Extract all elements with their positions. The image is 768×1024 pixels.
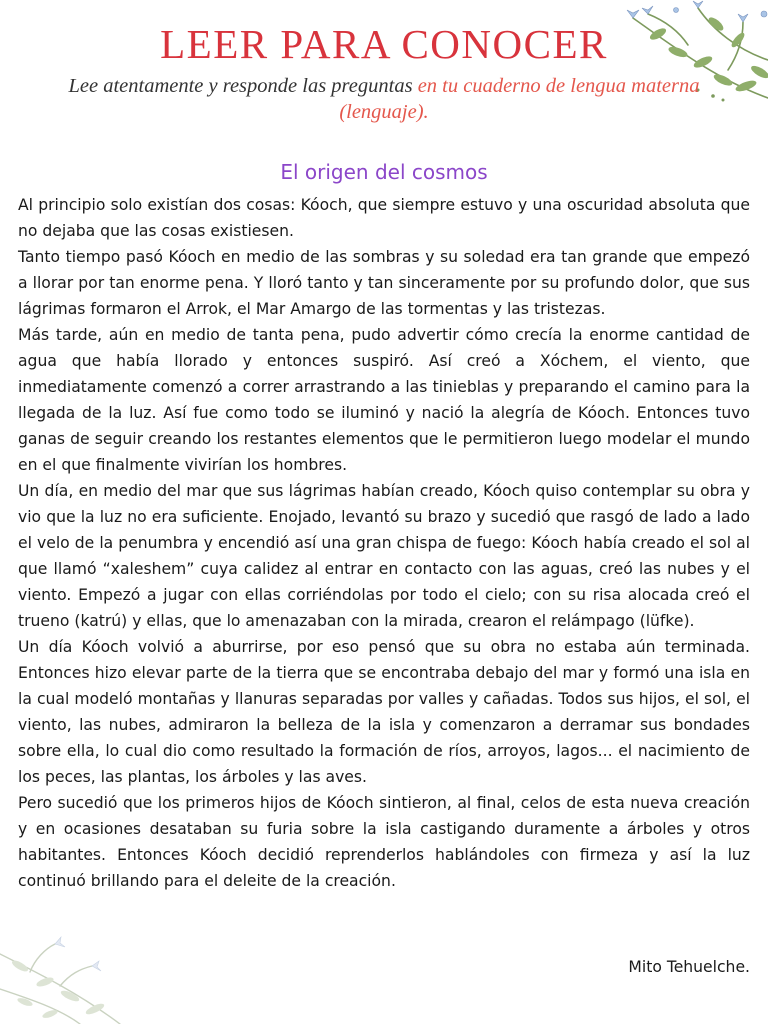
story-paragraph-5: Un día Kóoch volvió a aburrirse, por eso pensó que su obra no estaba aún terminada. Entonces hizo elevar parte de la tierra que se encontraba debajo del mar y formó una isla en la cual modeló montañas y llanuras separadas por valles y cañadas. Todos sus hijos, el sol, el viento, las nubes, admiraron la belleza de la isla y comenzaron a derramar sus bondades sobre ella, lo cual dio como resultado la formación de ríos, arroyos, lagos... el nacimiento de los peces, las plantas, los árboles y las aves.	[18, 638, 750, 786]
story-paragraph-1: Al principio solo existían dos cosas: Kóoch, que siempre estuvo y una oscuridad absoluta que no dejaba que las cosas existiesen.	[18, 196, 750, 240]
story-title: El origen del cosmos	[280, 160, 488, 184]
story-author: Mito Tehuelche.	[628, 958, 750, 976]
story-paragraph-4: Un día, en medio del mar que sus lágrimas habían creado, Kóoch quiso contemplar su obra y vio que la luz no era suficiente. Enojado, levantó su brazo y sucedió que rasgó de lado a lado el velo de la penumbra y encendió así una gran chispa de fuego: Kóoch había creado el sol al que llamó “xaleshem” cuya calidez al entrar en contacto con las aguas, creó las nubes y el viento. Empezó a jugar con ellas corriéndolas por todo el cielo; con su risa alocada creó el trueno (katrú) y ellas, que lo amenazaban con la mirada, crearon el relámpago (lüfke).	[18, 482, 750, 630]
story-paragraph-6: Pero sucedió que los primeros hijos de Kóoch sintieron, al final, celos de esta nueva creación y en ocasiones desataban su furia sobre la isla castigando duramente a árboles y otros habitantes. Entonces Kóoch decidió reprenderlos hablándoles con firmeza y así la luz continuó brillando para el deleite de la creación.	[18, 794, 750, 890]
instructions-text: Lee atentamente y responde las preguntas	[68, 75, 418, 97]
instructions-highlight: en tu cuaderno de lengua materna (lenguaje).	[339, 75, 700, 123]
story-paragraph-2: Tanto tiempo pasó Kóoch en medio de las sombras y su soledad era tan grande que empezó a llorar por tan enorme pena. Y lloró tanto y tan sinceramente por su profundo dolor, que sus lágrimas formaron el Arrok, el Mar Amargo de las tormentas y las tristezas.	[18, 248, 750, 318]
story-paragraph-3: Más tarde, aún en medio de tanta pena, pudo advertir cómo crecía la enorme cantidad de agua que había llorado y entonces suspiró. Así creó a Xóchem, el viento, que inmediatamente comenzó a correr arrastrando a las tinieblas y preparando el camino para la llegada de la luz. Así fue como todo se iluminó y nació la alegría de Kóoch. Entonces tuvo ganas de seguir creando los restantes elementos que le permitieron luego modelar el mundo en el que finalmente vivirían los hombres.	[18, 326, 750, 474]
story-body	[18, 192, 750, 894]
instructions-subtitle	[40, 73, 728, 125]
floral-decoration-bottom-left-icon	[0, 914, 160, 1024]
page-title: LEER PARA CONOCER	[160, 21, 608, 67]
